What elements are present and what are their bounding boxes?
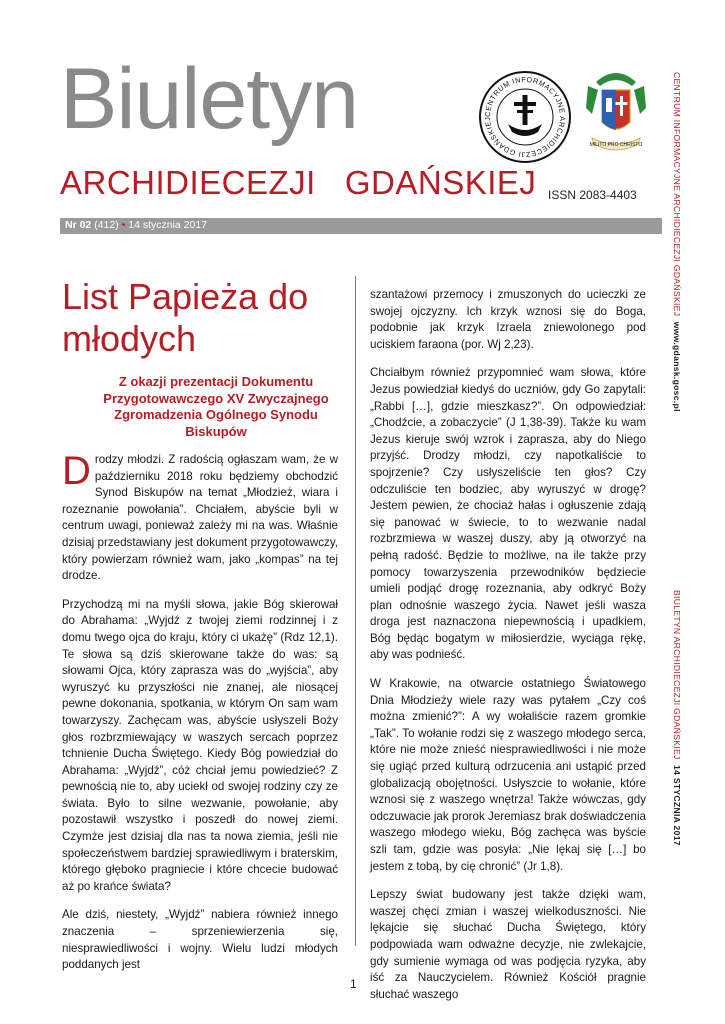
issue-count: (412) — [94, 219, 119, 231]
article-column-left — [62, 449, 338, 986]
information-center-seal-logo — [478, 70, 572, 164]
article-subheading: Z okazji prezentacji Dokumentu Przygotowawczego XV Zwyczajnego Zgromadzenia Ogólnego Synodu Biskupów — [103, 374, 329, 439]
page-number: 1 — [350, 977, 357, 991]
sidebar-top-text: CENTRUM INFORMACYJNE ARCHIDIECEZJI GDAŃSKIEJ — [672, 72, 682, 317]
paragraph: Chciałbym również przypomnieć wam słowa, które Jezus powiedział kiedyś do uczniów, gdy Go zapytali: „Rabbi […], gdzie mieszkasz?”. On odpowiedział: „Chodźcie, a zobaczycie” (J 1,38-39). Także ku wam Jezus kieruje swój wzrok i zaprasza, aby do Niego przyjść. Drodzy młodzi, czy napotkaliście to spojrzenie? Czy usłyszeliście ten głos? Czy odczuliście ten bodziec, aby wyruszyć w drogę? Jestem pewien, że chociaż hałas i ogłuszenie zdają się panować w świecie, to to wezwanie nadal rozbrzmiewa w waszej duszy, aby ją otworzyć na pełną radość. Będzie to możliwe, na ile także przy pomocy towarzyszenia przewodników będziecie umieli podjąć drogę rozeznania, aby odkryć Boży plan odnośnie waszego życia. Nawet jeśli wasza droga jest naznaczona niepewnością i upadkiem, Bóg będąc bogatym w miłosierdzie, wyciąga rękę, aby was podnieść. — [370, 366, 646, 662]
paragraph: W Krakowie, na otwarcie ostatniego Światowego Dnia Młodzieży wiele razy was pytałem „Czy coś można zmienić?”: A wy wołaliście razem gromkie „Tak”. To wołanie rodzi się z waszego młodego serca, które nie może znieść niesprawiedliwości i nie może się ugiąć przed kulturą odrzucenia ani ustąpić przed globalizacją obojętności. Usłyszcie to wołanie, które wznosi się z waszego wnętrza! Także wówczas, gdy odczuwacie jak prorok Jeremiasz brak doświadczenia waszego młodego wieku, Bóg zachęca was byście szli tam, gdzie was posyła: „Nie lękaj się […] bo jestem z tobą, by cię chronić” (Jr 1,8). — [370, 677, 646, 873]
separator-dot: • — [121, 219, 126, 231]
paragraph: Drodzy młodzi. Z radością ogłaszam wam, że w październiku 2018 roku będziemy obchodzić Synod Biskupów na temat „Młodzież, wiara i rozeznanie powołania”. Chciałem, abyście byli w centrum uwagi, ponieważ zależy mi na was. Właśnie dzisiaj przedstawiany jest dokument przygotowawczy, który powierzam również wam, jako „kompas” na tej drodze. — [62, 449, 338, 583]
sidebar-bottom-text: BIULETYN ARCHIDIECEZJI GDAŃSKIEJ — [672, 590, 682, 760]
issue-date: 14 stycznia 2017 — [128, 219, 208, 231]
svg-text:MILITO PRO CHRISTO: MILITO PRO CHRISTO — [589, 142, 643, 148]
publication-subtitle: ARCHIDIECEZJI GDAŃSKIEJ — [60, 164, 537, 201]
column-divider — [355, 276, 356, 946]
paragraph: szantażowi przemocy i zmuszonych do ucieczki ze swojej ojczyzny. Ich krzyk wznosi się do Boga, podobnie jak krzyk Izraela zniewolonego pod uciskiem faraona (por. Wj 2,23). — [370, 288, 646, 351]
issue-number: Nr 02 — [65, 219, 92, 231]
svg-text:CENTRUM INFORMACYJNE ARCHIDIEC: CENTRUM INFORMACYJNE ARCHIDIECEZJI GDAŃSKIEJ — [482, 74, 568, 160]
publication-title: Biuletyn — [60, 51, 358, 147]
paragraph: Lepszy świat budowany jest także dzięki wam, waszej chęci zmian i waszej wielkoduszności. Nie lękajcie się słuchać Ducha Świętego, który podpowiada wam odważne decyzje, nie zwlekajcie, gdy sumienie wymaga od was podjęcia ryzyka, aby iść za Nauczycielem. Również Kościół pragnie słuchać waszego — [370, 888, 646, 1001]
sidebar-top-label — [668, 72, 684, 412]
issn-number: ISSN 2083-4403 — [548, 188, 637, 202]
sidebar-bottom-label — [668, 590, 684, 920]
article-column-right — [370, 287, 646, 1015]
drop-cap: D — [62, 449, 91, 493]
sidebar-website-link[interactable]: www.gdansk.gosc.pl — [672, 321, 682, 412]
sidebar-bottom-date: 14 STYCZNIA 2017 — [672, 764, 682, 846]
paragraph: Ale dziś, niestety, „Wyjdź” nabiera również innego znaczenia – sprzeniewierzenia się, niesprawiedliwości i wojny. Wielu ludzi młodych poddanych jest — [62, 908, 338, 972]
paragraph: Przychodzą mi na myśli słowa, jakie Bóg skierował do Abrahama: „Wyjdź z twojej ziemi rodzinnej i z domu twego ojca do kraju, który ci ukażę” (Rdz 12,1). Te słowa są dziś skierowane także do was: są słowami Ojca, który zaprasza was do „wyjścia”, aby wyruszyć ku przyszłości nie znanej, ale niosącej pewne dokonania, spotkania, w którym On sam wam towarzyszy. Zachęcam was, abyście usłyszeli Boży głos rozbrzmiewający w waszych sercach poprzez tchnienie Ducha Świętego. Kiedy Bóg powiedział do Abrahama: „Wyjdź”, cóż chciał jemu powiedzieć? Z pewnością nie to, aby uciekł od swojej rodziny czy ze świata. Było to silne wezwanie, powołanie, aby pozostawił wszystko i poszedł do nowej ziemi. Czymże jest dzisiaj dla nas ta nowa ziemia, jeśli nie społeczeństwem bardziej sprawiedliwym i braterskim, którego głęboko pragniecie i które chcecie budować aż po krańce świata? — [62, 597, 338, 893]
archbishop-coat-of-arms-icon — [584, 68, 648, 158]
article-headline: List Papieża do młodych — [62, 276, 309, 359]
issue-info-bar — [60, 218, 662, 234]
